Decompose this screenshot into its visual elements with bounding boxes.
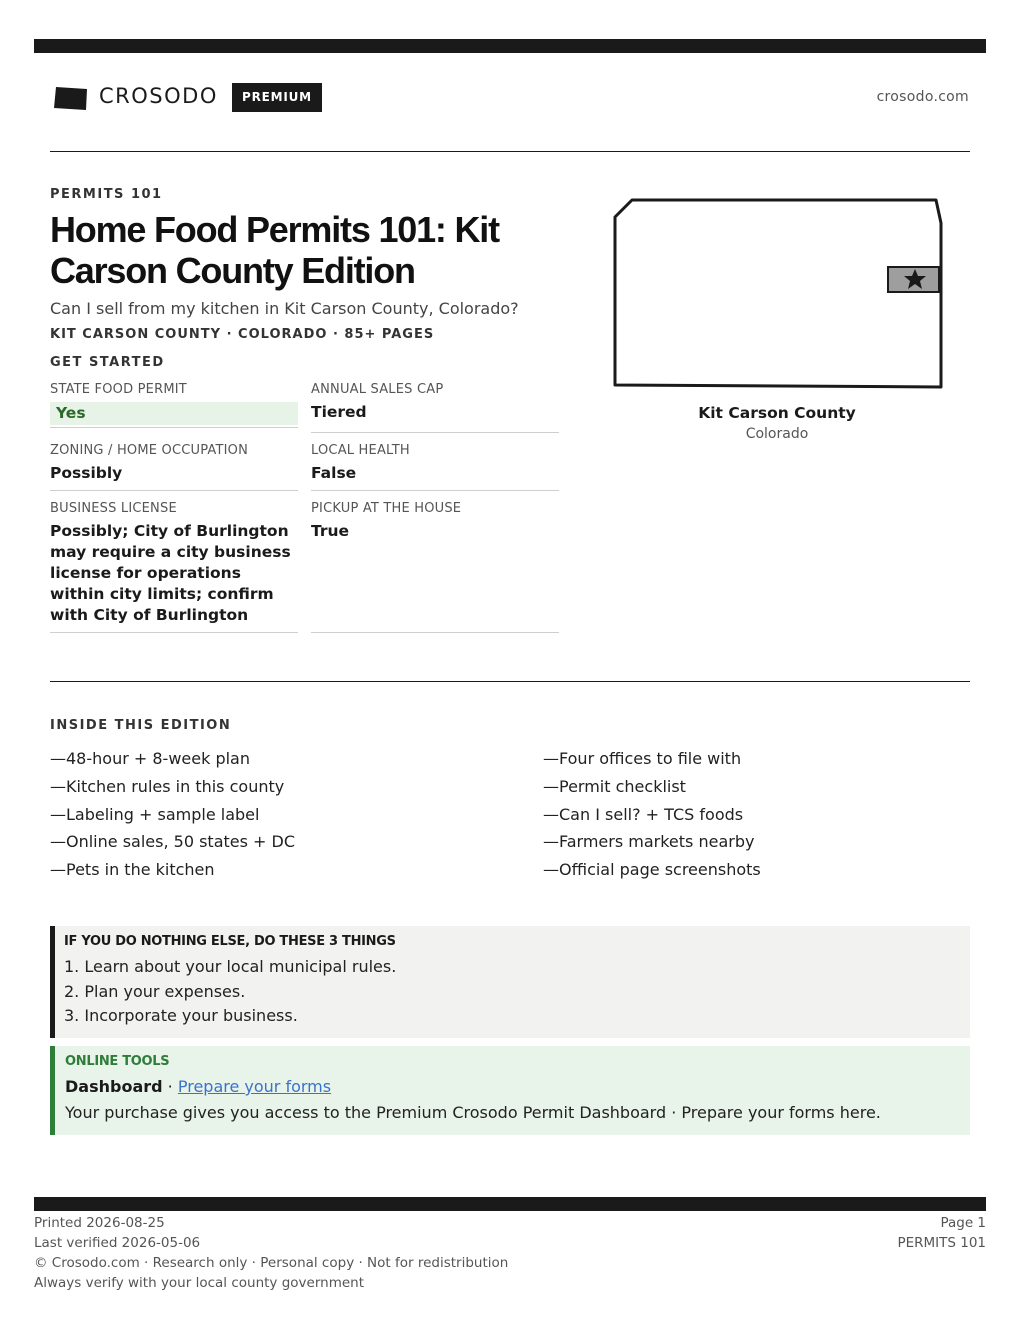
premium-badge: PREMIUM [232,83,322,112]
list-item: —Farmers markets nearby [543,832,755,852]
brand-name: CROSODO [99,84,218,108]
inside-list-left [50,745,295,884]
header [50,80,970,116]
fact-value: Tiered [311,403,367,421]
list-item: —Four offices to file with [543,749,742,768]
fact-value: Possibly; City of Burlington may require a city business license for operations within city limits; confirm with City of Burlington [50,522,291,624]
fact-pickup [311,501,559,633]
footer-left [34,1213,508,1293]
inside-edition-heading: INSIDE THIS EDITION [50,718,232,733]
fact-label: ANNUAL SALES CAP [311,382,444,397]
map-state-name: Colorado [745,426,809,442]
fact-label: STATE FOOD PERMIT [50,382,187,397]
prepare-forms-link[interactable]: Prepare your forms [177,1077,332,1096]
callout-item: 3. Incorporate your business. [64,1006,298,1026]
list-item: —Labeling + sample label [50,804,260,824]
section-eyebrow: PERMITS 101 [50,187,163,202]
list-item: —Pets in the kitchen [50,860,215,880]
list-item: —Permit checklist [543,776,686,796]
list-item: —48-hour + 8-week plan [50,749,250,768]
copyright: © Crosodo.com · Research only · Personal copy · Not for redistribution [34,1255,509,1271]
dashboard-label: Dashboard [65,1077,163,1096]
callout-heading: IF YOU DO NOTHING ELSE, DO THESE 3 THINGS [64,934,396,949]
county-map [612,197,944,391]
printed-date: Printed 2026-08-25 [34,1215,165,1231]
fact-zoning [50,443,298,491]
tools-description: Your purchase gives you access to the Premium Crosodo Permit Dashboard · Prepare your forms here. [65,1103,881,1122]
list-item: —Official page screenshots [543,860,761,880]
fact-label: PICKUP AT THE HOUSE [311,501,462,516]
fact-value: False [311,464,357,482]
fact-annual-sales-cap [311,382,559,433]
fact-label: ZONING / HOME OCCUPATION [50,443,249,458]
verified-date: Last verified 2026-05-06 [34,1235,201,1251]
county-location-marker [888,267,939,292]
list-item: —Online sales, 50 states + DC [50,832,296,852]
section-divider [50,681,970,682]
fact-local-health [311,443,559,491]
fact-value: Yes [50,402,298,425]
online-tools-callout [50,1046,970,1135]
edition-meta: KIT CARSON COUNTY · COLORADO · 85+ PAGES [50,327,435,342]
disclaimer: Always verify with your local county government [34,1275,364,1291]
top-rule-bar [34,39,986,53]
bottom-rule-bar [34,1197,986,1211]
page-title: Home Food Permits 101: Kit Carson County Edition [50,209,499,291]
header-divider [50,151,970,152]
fact-state-food-permit [50,382,298,428]
separator: · [162,1077,178,1096]
inside-list-right [543,745,761,884]
map-county-name: Kit Carson County [698,404,856,422]
page-subtitle: Can I sell from my kitchen in Kit Carson County, Colorado? [50,299,519,318]
site-url[interactable]: crosodo.com [876,89,969,105]
footer-section: PERMITS 101 [897,1235,986,1251]
callout-item: 2. Plan your expenses. [64,981,246,1001]
fact-label: BUSINESS LICENSE [50,501,177,516]
footer-right [897,1213,986,1253]
three-things-callout [50,926,970,1038]
page-number: Page 1 [940,1215,986,1231]
logo-icon [54,86,87,110]
tools-heading: ONLINE TOOLS [65,1054,170,1069]
fact-business-license [50,501,298,633]
callout-item: 1. Learn about your local municipal rules. [64,957,397,976]
list-item: —Can I sell? + TCS foods [543,804,744,824]
fact-value: True [311,522,350,540]
fact-label: LOCAL HEALTH [311,443,410,458]
get-started-heading: GET STARTED [50,355,165,370]
list-item: —Kitchen rules in this county [50,776,285,796]
fact-value: Possibly [50,464,123,482]
